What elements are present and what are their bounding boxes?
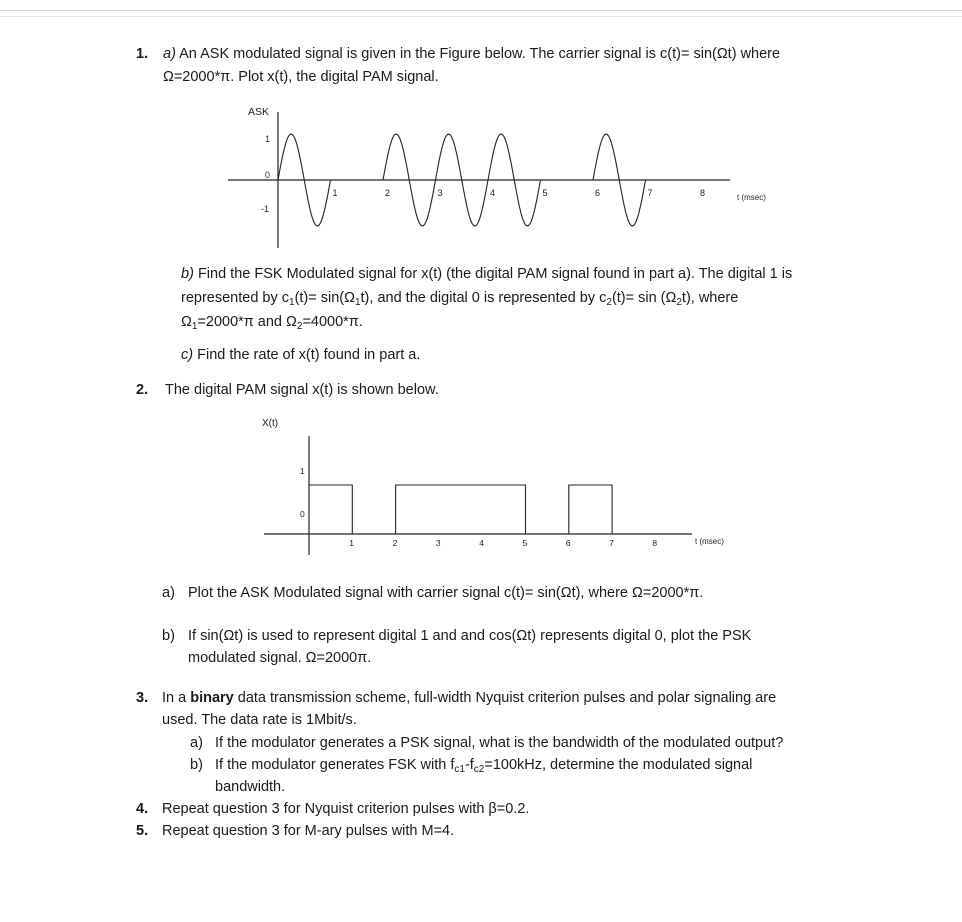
q2-text: The digital PAM signal x(t) is shown below.	[165, 382, 439, 398]
q1b-seg: represented by c	[181, 290, 290, 306]
ask-xtick-label: 6	[595, 188, 601, 198]
pam-ytick-0: 0	[300, 509, 305, 519]
q3b-sub: c2	[473, 764, 485, 775]
top-rule	[0, 10, 962, 11]
q1a-line2: Ω=2000*π. Plot x(t), the digital PAM signal.	[163, 69, 439, 85]
q3a-line	[190, 734, 784, 752]
q2a-label: a)	[162, 585, 175, 601]
q1b-sub: 1	[289, 297, 295, 308]
q2-number: 2.	[136, 382, 149, 398]
q2a-line	[162, 584, 704, 602]
q1c-line	[181, 346, 420, 364]
ask-xtick-label: 4	[490, 188, 496, 198]
ask-xtick-label: 3	[437, 188, 443, 198]
q1a-label: a)	[163, 46, 176, 62]
pam-xtick-label: 2	[392, 538, 398, 548]
q3-seg: data transmission scheme, full-width Nyquist criterion pulses and polar signaling are	[233, 690, 777, 706]
pam-xtick-label: 5	[522, 538, 528, 548]
q1b-label: b)	[181, 266, 194, 282]
q3-bold: binary	[190, 690, 234, 706]
top-rule-2	[0, 16, 962, 17]
q1c-text: Find the rate of x(t) found in part a.	[197, 347, 421, 363]
q1b-line1	[181, 265, 792, 283]
q3b-label: b)	[190, 757, 203, 773]
q2b-line2: modulated signal. Ω=2000π.	[188, 650, 372, 666]
ask-ytick-neg1: -1	[261, 204, 270, 214]
q1-number: 1.	[136, 46, 149, 62]
q1b-text-1: Find the FSK Modulated signal for x(t) (the digital PAM signal found in part a). The digital 1 is	[197, 266, 793, 282]
q5-number: 5.	[136, 823, 149, 839]
q3b-line1	[190, 756, 753, 775]
ask-xlabel: t (msec)	[737, 193, 766, 202]
q1b-seg: =4000*π.	[302, 314, 363, 330]
q1b-sub: 1	[354, 297, 361, 308]
q3b-text	[215, 756, 752, 774]
q3b-sub: c1	[454, 764, 465, 775]
q3a-text: If the modulator generates a PSK signal, what is the bandwidth of the modulated output?	[215, 735, 784, 751]
pam-xtick-label: 7	[609, 538, 614, 548]
pam-xtick-label: 3	[435, 538, 441, 548]
q3-number: 3.	[136, 690, 149, 706]
pam-xlabel: t (msec)	[695, 537, 724, 546]
pam-xtick-label: 6	[565, 538, 571, 548]
ask-ylabel: ASK	[248, 106, 270, 118]
pam-xtick-label: 8	[652, 538, 658, 548]
ask-xtick-label: 2	[385, 188, 391, 198]
q4-text: Repeat question 3 for Nyquist criterion pulses with β=0.2.	[162, 801, 530, 817]
q1b-sub: 2	[676, 297, 682, 308]
q3b-line2: bandwidth.	[215, 779, 286, 795]
ask-xtick-label: 7	[647, 188, 653, 198]
q3-seg: In a	[162, 690, 191, 706]
q1b-seg: (t)= sin (Ω	[611, 290, 677, 306]
pam-chart	[240, 410, 780, 560]
q1b-seg: (t)= sin(Ω	[294, 290, 355, 306]
pam-ylabel: X(t)	[262, 418, 279, 429]
q3-line1	[162, 689, 776, 707]
ask-ytick-1: 1	[265, 134, 271, 144]
q2a-text: Plot the ASK Modulated signal with carrier signal c(t)= sin(Ωt), where Ω=2000*π.	[188, 585, 704, 601]
q1c-label: c)	[181, 347, 194, 363]
q3-line2: used. The data rate is 1Mbit/s.	[162, 712, 357, 728]
q1b-seg: t), and the digital 0 is represented by c	[360, 290, 607, 306]
q4-number: 4.	[136, 801, 149, 817]
ask-xtick-label: 5	[542, 188, 548, 198]
ask-xtick-label: 1	[332, 188, 338, 198]
q1b-line2	[181, 289, 738, 307]
q1a-line1	[163, 45, 780, 63]
q2b-label: b)	[162, 628, 175, 644]
q2b-text-1: If sin(Ωt) is used to represent digital 1 and and cos(Ωt) represents digital 0, plot the PSK	[188, 628, 752, 644]
q1a-text-1: An ASK modulated signal is given in the Figure below. The carrier signal is c(t)= sin(Ωt) where	[179, 46, 781, 62]
q2b-line1	[162, 627, 752, 645]
pam-xtick-label: 4	[479, 538, 484, 548]
pam-xtick-label: 1	[349, 538, 355, 548]
q1b-seg: =2000*π and Ω	[197, 314, 297, 330]
q1b-line3	[181, 313, 363, 331]
q3b-seg: -f	[464, 757, 474, 773]
q1b-sub: 1	[191, 321, 198, 332]
pam-waveform	[309, 485, 655, 534]
q3b-seg: If the modulator generates FSK with f	[215, 757, 455, 773]
ask-chart	[210, 98, 810, 258]
q1b-sub: 2	[296, 321, 303, 332]
q3b-seg: =100kHz, determine the modulated signal	[484, 757, 753, 773]
ask-ytick-0: 0	[265, 170, 271, 180]
q1b-sub: 2	[606, 297, 612, 308]
q1b-seg: t), where	[681, 290, 739, 306]
pam-ytick-1: 1	[300, 466, 305, 476]
q1b-seg: Ω	[181, 314, 192, 330]
ask-xtick-label: 8	[700, 188, 706, 198]
q5-text: Repeat question 3 for M-ary pulses with M=4.	[162, 823, 455, 839]
q3a-label: a)	[190, 735, 203, 751]
